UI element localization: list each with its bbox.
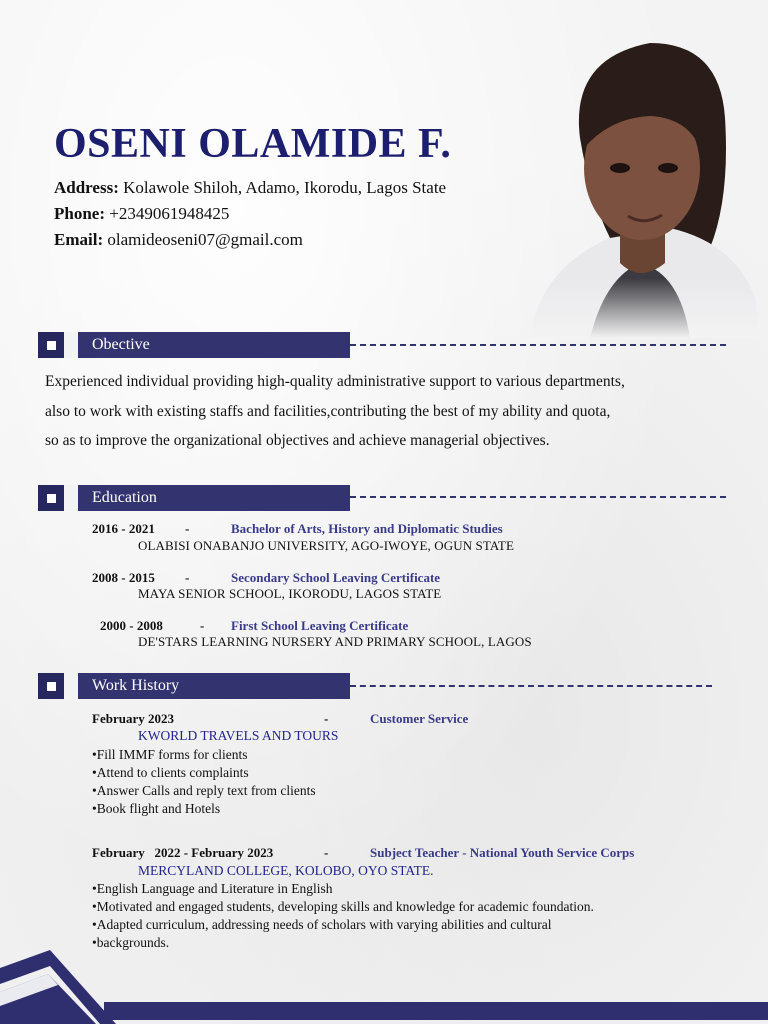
work-history-header [38, 673, 350, 699]
address-label: Address: [54, 178, 119, 197]
list-item: •Motivated and engaged students, developing skills and knowledge for academic foundation. [92, 899, 594, 914]
education-divider [350, 496, 726, 498]
section-square-icon [38, 485, 64, 511]
list-item: •Answer Calls and reply text from clients [92, 783, 316, 798]
education-school: MAYA SENIOR SCHOOL, IKORODU, LAGOS STATE [138, 586, 442, 601]
objective-line: also to work with existing staffs and facilities,contributing the best of my ability and quota, [45, 402, 611, 420]
education-degree: First School Leaving Certificate [231, 618, 409, 633]
address-value: Kolawole Shiloh, Adamo, Ikorodu, Lagos State [123, 178, 447, 197]
list-item: •Fill IMMF forms for clients [92, 747, 248, 762]
education-degree: Secondary School Leaving Certificate [231, 570, 441, 585]
education-dash: - [200, 618, 205, 633]
objective-line: Experienced individual providing high-quality administrative support to various departments, [45, 373, 625, 390]
education-years: 2000 - 2008 [100, 618, 163, 633]
email-value: olamideoseni07@gmail.com [107, 230, 303, 249]
profile-photo [520, 38, 760, 338]
education-years: 2008 - 2015 [92, 570, 155, 585]
address-line [54, 178, 446, 198]
footer-bar [104, 1002, 768, 1020]
job-role: Subject Teacher - National Youth Service Corps [370, 845, 635, 860]
work-history-title: Work History [92, 677, 180, 694]
education-dash: - [185, 521, 190, 536]
job-company: KWORLD TRAVELS AND TOURS [138, 728, 339, 743]
objective-header [38, 332, 350, 358]
section-square-icon [38, 673, 64, 699]
list-item: •Book flight and Hotels [92, 801, 221, 816]
education-header [38, 485, 350, 511]
objective-divider [350, 344, 726, 346]
objective-text [45, 367, 735, 456]
job-duties-list [92, 880, 594, 952]
education-school: DE'STARS LEARNING NURSERY AND PRIMARY SCHOOL, LAGOS [138, 634, 532, 649]
phone-label: Phone: [54, 204, 105, 223]
job-period: February 2022 - February 2023 [92, 845, 274, 860]
email-label: Email: [54, 230, 104, 249]
section-square-icon [38, 332, 64, 358]
list-item: •English Language and Literature in English [92, 881, 333, 896]
education-school: OLABISI ONABANJO UNIVERSITY, AGO-IWOYE, OGUN STATE [138, 538, 515, 553]
phone-value: +2349061948425 [109, 204, 230, 223]
job-dash: - [324, 711, 329, 726]
list-item: •backgrounds. [92, 935, 170, 950]
job-company: MERCYLAND COLLEGE, KOLOBO, OYO STATE. [138, 863, 434, 878]
job-dash: - [324, 845, 329, 860]
education-degree: Bachelor of Arts, History and Diplomatic Studies [231, 521, 503, 536]
education-dash: - [185, 570, 190, 585]
list-item: •Attend to clients complaints [92, 765, 249, 780]
candidate-name: OSENI OLAMIDE F. [54, 121, 452, 167]
education-title: Education [92, 489, 157, 506]
phone-line [54, 204, 229, 224]
list-item: •Adapted curriculum, addressing needs of scholars with varying abilities and cultural [92, 917, 552, 932]
education-years: 2016 - 2021 [92, 521, 155, 536]
objective-line: so as to improve the organizational objectives and achieve managerial objectives. [45, 432, 550, 449]
job-period: February 2023 [92, 711, 174, 726]
email-line [54, 230, 303, 250]
job-role: Customer Service [370, 711, 469, 726]
job-duties-list [92, 746, 316, 818]
work-history-divider [350, 685, 712, 687]
objective-title: Obective [92, 336, 150, 353]
